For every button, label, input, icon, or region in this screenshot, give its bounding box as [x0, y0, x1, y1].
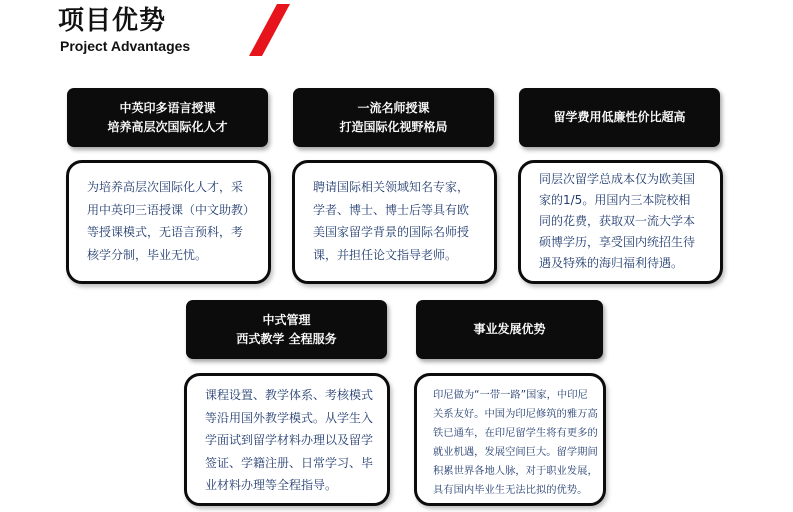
advantage-heading-career	[416, 300, 603, 359]
body-line: 课，并担任论文指导老师。	[313, 247, 458, 262]
advantage-heading-multilingual	[67, 88, 268, 147]
advantage-body-faculty	[292, 160, 497, 284]
body-line: 为培养高层次国际化人才，采	[87, 180, 244, 194]
body-line: 同的花费，获取双一流大学本	[539, 214, 696, 228]
body-line: 等沿用国外教学模式。从学生入	[205, 410, 374, 425]
heading-line: 培养高层次国际化人才	[107, 119, 228, 134]
heading-line: 中英印多语言授课	[119, 100, 216, 115]
body-line: 业材料办理等全程指导。	[205, 478, 338, 492]
heading-line: 中式管理	[262, 312, 311, 327]
body-line: 硕博学历，享受国内统招生待	[539, 235, 696, 249]
advantage-body-career	[414, 373, 606, 506]
heading-line: 事业发展优势	[473, 322, 546, 336]
body-line: 等授课模式，无语言预科，考	[87, 225, 244, 239]
heading-line: 西式教学 全程服务	[236, 331, 337, 346]
body-line: 美国家留学背景的国际名师授	[313, 225, 470, 239]
heading-line: 留学费用低廉性价比超高	[553, 110, 686, 124]
heading-line: 一流名师授课	[357, 100, 430, 115]
body-line: 签证、学籍注册、日常学习、毕	[205, 455, 374, 470]
heading-line: 打造国际化视野格局	[339, 119, 448, 134]
advantage-body-cost	[518, 160, 723, 284]
body-line: 就业机遇，发展空间巨大。留学期间	[433, 446, 598, 458]
body-line: 学者、博士、博士后等具有欧	[313, 202, 470, 217]
body-line: 印尼做为“一带一路”国家，中印尼	[433, 389, 588, 401]
body-line: 课程设置、教学体系、考核模式	[205, 388, 374, 402]
advantage-body-management	[184, 373, 390, 506]
body-line: 家的1/5。用国内三本院校相	[539, 193, 691, 207]
body-line: 核学分制，毕业无忧。	[87, 247, 208, 262]
body-line: 学面试到留学材料办理以及留学	[205, 433, 374, 447]
body-line: 用中英印三语授课（中文助教）	[87, 202, 256, 217]
body-line: 同层次留学总成本仅为欧美国	[539, 172, 696, 186]
advantage-heading-management	[186, 300, 387, 359]
page-subtitle: Project Advantages	[60, 38, 191, 54]
body-line: 具有国内毕业生无法比拟的优势。	[433, 484, 588, 496]
body-line: 聘请国际相关领域知名专家，	[313, 180, 470, 194]
body-line: 积累世界各地人脉，对于职业发展，	[433, 465, 598, 477]
page-title: 项目优势	[58, 6, 167, 36]
body-line: 铁已通车，在印尼留学生将有更多的	[433, 427, 598, 439]
red-slash-icon	[248, 0, 298, 60]
advantage-heading-cost	[519, 88, 720, 147]
advantage-body-multilingual	[66, 160, 271, 284]
body-line: 遇及特殊的海归福利待遇。	[539, 256, 684, 270]
advantage-heading-faculty	[293, 88, 494, 147]
body-line: 关系友好。中国为印尼修筑的雅万高	[433, 408, 598, 420]
